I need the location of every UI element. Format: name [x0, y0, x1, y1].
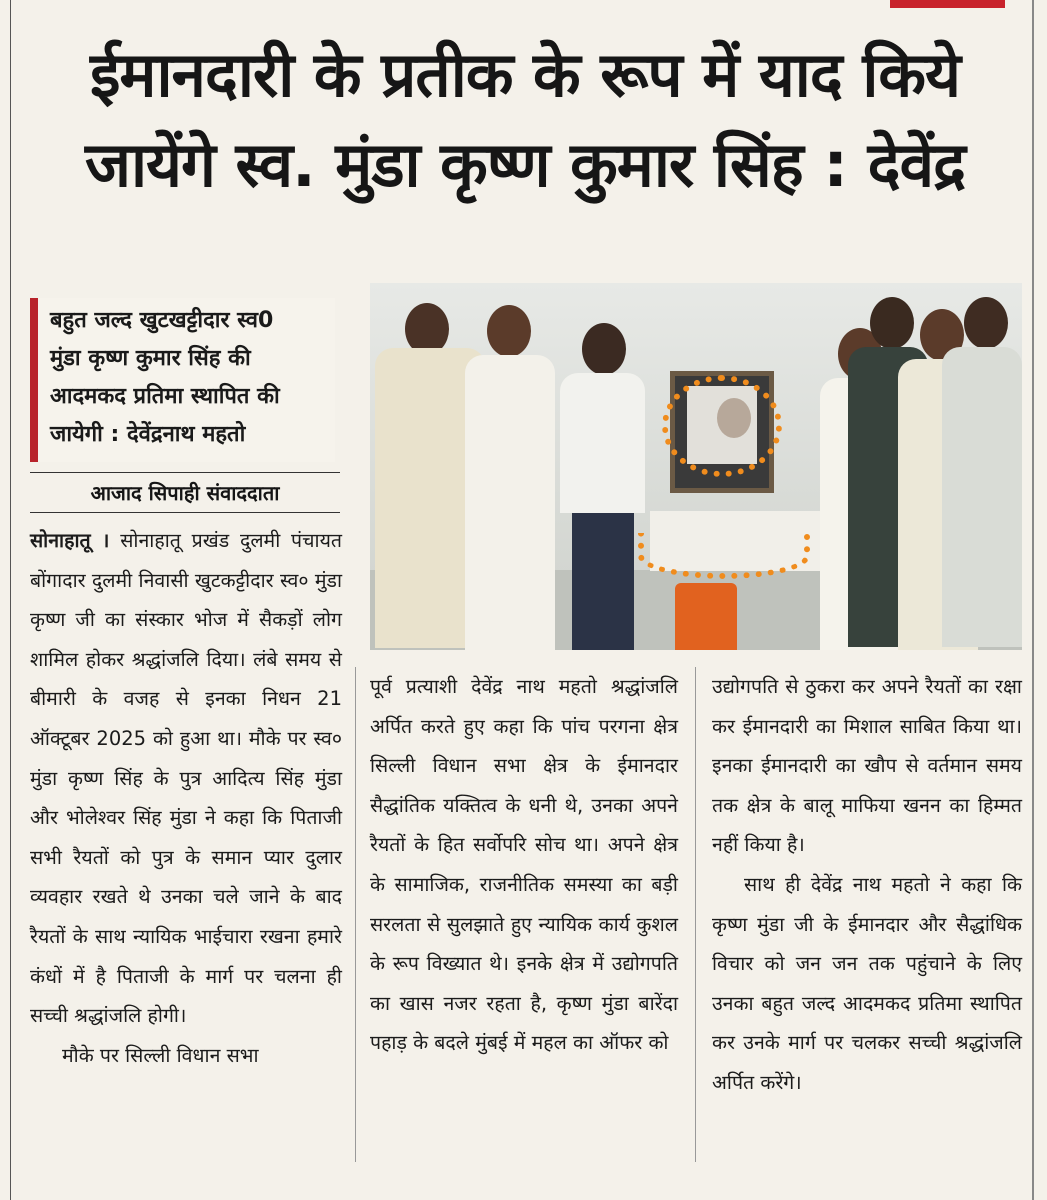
- news-photo: [370, 283, 1022, 650]
- byline-rule-top: [30, 472, 340, 473]
- headline-line-2: जायेंगे स्व. मुंडा कृष्ण कुमार सिंह : देवेंद्र: [85, 128, 965, 201]
- dateline: सोनाहातू ।: [30, 529, 110, 552]
- subhead-line-1: बहुत जल्द खुटखट्टीदार स्व0: [50, 308, 274, 333]
- page-right-rule: [1032, 0, 1034, 1200]
- subhead-line-3: आदमकद प्रतिमा स्थापित की: [50, 384, 280, 409]
- article-paragraph: मौके पर सिल्ली विधान सभा: [62, 1043, 259, 1067]
- article-paragraph: पूर्व प्रत्याशी देवेंद्र नाथ महतो श्रद्धांजलि अर्पित करते हुए कहा कि पांच परगना क्षेत्र सिल्ली विधान सभा क्षेत्र के ईमानदार सैद्धांतिक यक्तित्व के धनी थे, उनका अपने रैयतों के हित सर्वोपरि सोच था। अपने क्षेत्र के सामाजिक, राजनीतिक समस्या का बड़ी सरलता से सुलझाते हुए न्यायिक कार्य कुशल के रूप विख्यात थे। इनके क्षेत्र में उद्योगपति का खास नजर रहता है, कृष्ण मुंडा बारेंदा पहाड़ के बदले मुंबई में महल का ऑफर को: [370, 675, 678, 1055]
- page-left-rule: [10, 0, 11, 1200]
- article-paragraph: उद्योगपति से ठुकरा कर अपने रैयतों का रक्षा कर ईमानदारी का मिशाल साबित किया था। इनका ईमानदारी का खौप से वर्तमान समय तक क्षेत्र के बालू माफिया खनन का हिम्मत नहीं किया है।: [712, 675, 1022, 857]
- photo-orange-stool: [675, 583, 737, 650]
- photo-table-garland: [638, 533, 810, 579]
- article-column-2: [370, 667, 678, 1063]
- article-paragraph: साथ ही देवेंद्र नाथ महतो ने कहा कि कृष्ण मुंडा जी के ईमानदार और सैद्धांधिक विचार को जन जन तक पहुंचाने के लिए उनका बहुत जल्द आदमकद प्रतिमा स्थापित कर उनके मार्ग पर चलकर सच्ची श्रद्धांजलि अर्पित करेंगे।: [712, 872, 1022, 1094]
- byline-rule-bottom: [30, 512, 340, 513]
- article-paragraph: [30, 521, 342, 1036]
- masthead-red-tab: [890, 0, 1005, 8]
- headline: [20, 30, 1030, 210]
- column-separator: [355, 667, 356, 1162]
- article-column-1: [30, 521, 342, 1075]
- subhead-line-4: जायेगी : देवेंद्रनाथ महतो: [50, 422, 246, 447]
- photo-frame-garland: [662, 375, 782, 477]
- headline-line-1: ईमानदारी के प्रतीक के रूप में याद किये: [89, 38, 961, 111]
- column-separator: [695, 667, 696, 1162]
- article-column-3: [712, 667, 1022, 1103]
- subheadline-box: [30, 298, 335, 462]
- article-text: सोनाहातू प्रखंड दुलमी पंचायत बोंगादार दुलमी निवासी खुटकट्टीदार स्व० मुंडा कृष्ण जी का संस्कार भोज में सैकड़ों लोग शामिल होकर श्रद्धांजलि दिया। लंबे समय से बीमारी के वजह से इनका निधन 21 ऑक्टूबर 2025 को हुआ था। मौके पर स्व० मुंडा कृष्ण सिंह के पुत्र आदित्य सिंह मुंडा और भोलेश्वर सिंह मुंडा ने कहा कि पिताजी सभी रैयतों को पुत्र के समान प्यार दुलार व्यवहार रखते थे उनका चले जाने के बाद रैयतों के साथ न्यायिक भाईचारा रखना हमारे कंधों में है पिताजी के मार्ग पर चलना ही सच्ची श्रद्धांजलि होगी।: [30, 529, 342, 1028]
- subhead-line-2: मुंडा कृष्ण कुमार सिंह की: [50, 346, 251, 371]
- byline: आजाद सिपाही संवाददाता: [90, 481, 280, 505]
